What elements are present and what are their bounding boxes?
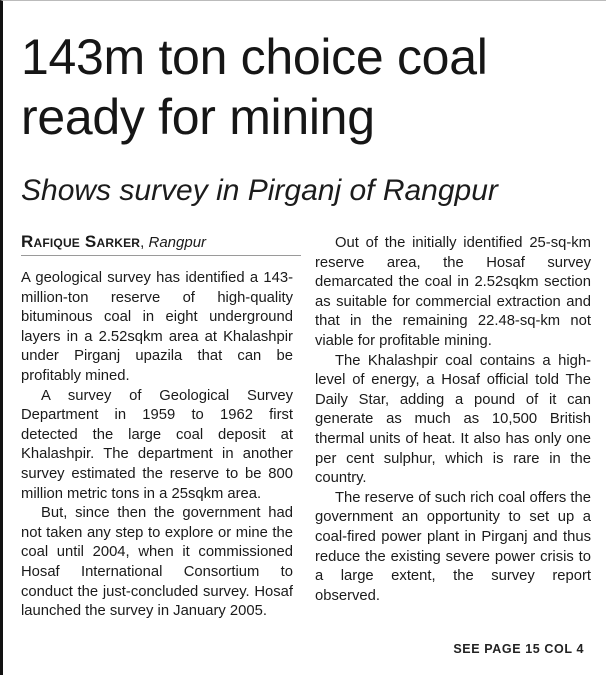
article-column-left bbox=[21, 269, 293, 622]
paragraph: A survey of Geological Survey Department in 1959 to 1962 first detected the large coal deposit at Khalashpir. The department in another survey estimated the reserve to be 800 million metric tons in a 25sqkm area. bbox=[21, 387, 293, 502]
paragraph: A geological survey has identified a 143-million-ton reserve of high-quality bituminous coal in eight underground layers in a 2.52sqkm area at Khalashpir under Pirganj upazila that can be profitably mined. bbox=[21, 270, 293, 384]
subheadline: Shows survey in Pirganj of Rangpur bbox=[21, 174, 498, 207]
byline-location: Rangpur bbox=[148, 234, 207, 251]
paragraph: The Khalashpir coal contains a high-level of energy, a Hosaf official told The Daily Star, adding a pound of it can generate as much as 10,500 British thermal units of heat. It also has only one per cent sulphur, which is rare in the country. bbox=[315, 352, 591, 487]
paragraph: The reserve of such rich coal offers the government an opportunity to set up a coal-fired power plant in Pirganj and thus reduce the existing severe power crisis to a large extent, the survey report observed. bbox=[315, 489, 591, 604]
byline-author: Rafique Sarker bbox=[21, 232, 141, 251]
headline: 143m ton choice coal ready for mining bbox=[21, 29, 488, 145]
article-column-right bbox=[315, 234, 591, 606]
byline: Rafique Sarker, Rangpur bbox=[21, 231, 301, 256]
paragraph: But, since then the government had not taken any step to explore or mine the coal until 2004, when it commissioned Hosaf International Consortium to conduct the just-concluded survey. Hosaf launched the survey in January 2005. bbox=[21, 505, 293, 620]
paragraph: Out of the initially identified 25-sq-km reserve area, the Hosaf survey demarcated the coal in 2.52sqkm section as suitable for commercial extraction and that in the remaining 22.48-sq-km not viable for profitable mining. bbox=[315, 235, 591, 349]
continued-on-page-link[interactable]: SEE PAGE 15 COL 4 bbox=[453, 642, 584, 656]
